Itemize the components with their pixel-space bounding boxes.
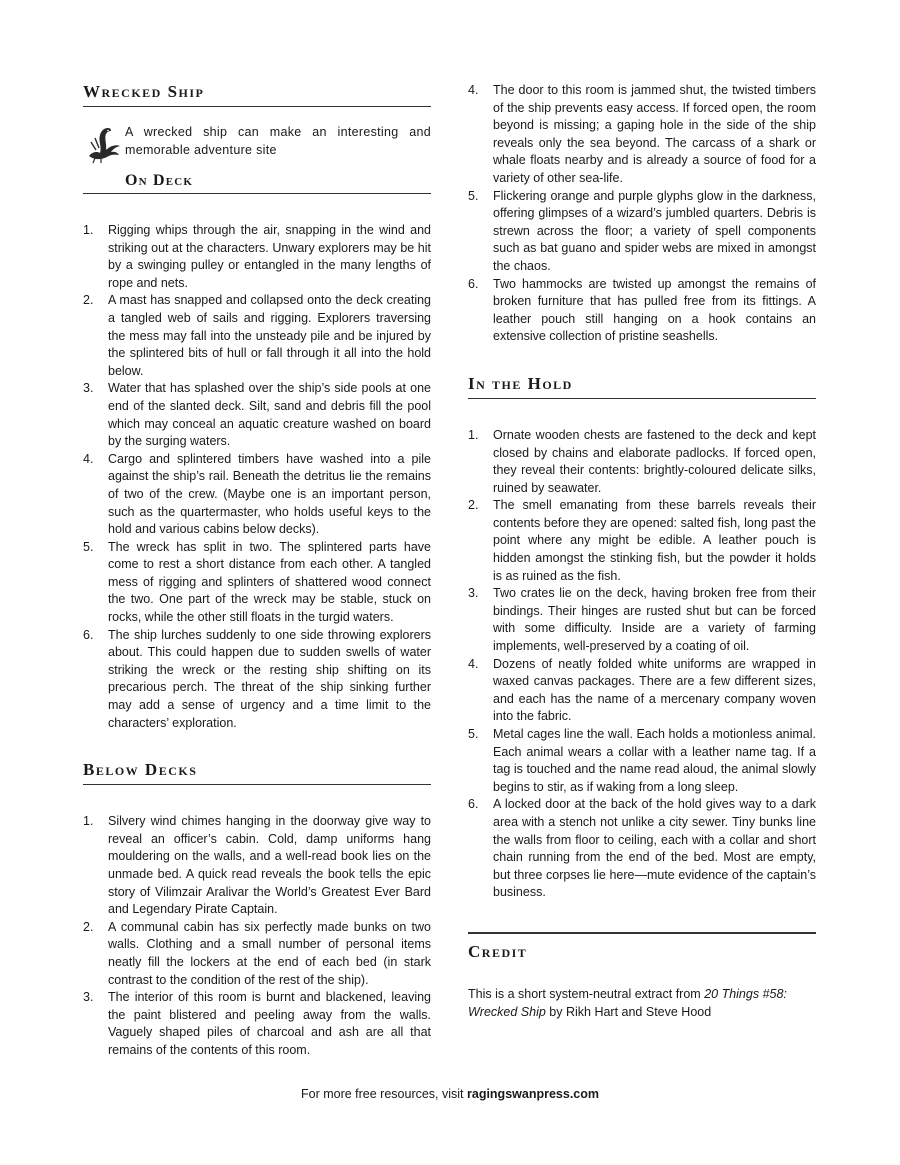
section-heading-below-decks: Below Decks (83, 760, 431, 785)
list-item: 3. The interior of this room is burnt and blackened, leaving the paint blistered and peeling away from the walls. Vaguely shaped piles of charcoal and ash are all that remains of the contents of this room. (83, 990, 431, 1057)
list-item: 1. Ornate wooden chests are fastened to the deck and kept closed by chains and elaborate padlocks. If forced open, they reveal their contents: brightly-coloured delicate silks, ruined by seawater. (468, 427, 816, 495)
intro-block (83, 124, 431, 164)
list-item: 1. Silvery wind chimes hanging in the doorway give way to reveal an officer’s cabin. Cold, damp uniforms hang mouldering on the walls, and a well-read book lies on the unmade bed. A quick read reveals the book tells the epic story of Vilimzair Aralivar the World’s Greatest Ever Bard and Legendary Pirate Captain. (83, 814, 431, 917)
list-item: 2. A mast has snapped and collapsed onto the deck creating a tangled web of sails and rigging. Explorers traversing the mess may fall into the unsteady pile and be injured by the splintered bits of hull or fall through it all into the hold below. (83, 293, 431, 378)
in-the-hold-list (468, 427, 816, 902)
list-item: 6. A locked door at the back of the hold gives way to a dark area with a stench not unlike a city sewer. Tiny bunks line the walls from floor to ceiling, each with a collar and short chain running from the end of the bed. Most are empty, but three corpses lie here—mute evidence of the captain’s business. (468, 797, 816, 900)
credit-text: This is a short system-neutral extract from 20 Things #58: Wrecked Ship by Rikh Hart and Steve Hood (468, 986, 787, 1019)
footer-link[interactable]: ragingswanpress.com (467, 1087, 599, 1101)
list-item: 6. The ship lurches suddenly to one side throwing explorers about. This could happen due to sudden swells of water striking the wreck or the resting ship shifting on its precarious perch. The threat of the ship sinking further may add a sense of urgency and a time limit to the characters’ exploration. (83, 627, 431, 730)
list-item: 4. Cargo and splintered timbers have washed into a pile against the ship’s rail. Beneath the detritus lie the remains of two of the crew. (Maybe one is an important person, such as the quartermaster, who holds useful keys to the hold and various cabins below decks). (83, 451, 431, 537)
intro-text: A wrecked ship can make an interesting and memorable adventure site (125, 125, 431, 157)
below-decks-list-part1 (83, 813, 431, 1059)
below-decks-list-part2 (468, 82, 816, 346)
footer: For more free resources, visit ragingswanpress.com (300, 1087, 599, 1101)
credit-divider (468, 932, 816, 934)
list-item: 4. The door to this room is jammed shut, the twisted timbers of the ship prevents easy access. If forced open, the room beyond is missing; a gaping hole in the side of the ship reveals only the sea beyond. The carcass of a shark or whale floats nearby and is already a source of food for a variety of other sea-life. (468, 83, 816, 185)
section-heading-on-deck: On Deck (83, 172, 431, 194)
right-column (468, 82, 816, 1021)
list-item: 3. Two crates lie on the deck, having broken free from their bindings. Their hinges are rusted shut but can be forced with some difficulty. Inside are a variety of farming implements, well-preserved by a coating of oil. (468, 586, 816, 654)
list-item: 1. Rigging whips through the air, snapping in the wind and striking out at the characters. Unwary explorers may be hit by a swinging pulley or entangled in the many lengths of rope and nets. (83, 223, 431, 290)
list-item: 6. Two hammocks are twisted up amongst the remains of broken furniture that has pulled free from its fittings. A leather pouch still hanging on a hook contains an extensive collection of pristine seashells. (468, 276, 816, 344)
swan-icon (83, 122, 125, 164)
on-deck-list (83, 222, 431, 732)
list-item: 4. Dozens of neatly folded white uniforms are wrapped in waxed canvas packages. There are a few different sizes, and each has the name of a mercenary company woven into the fabric. (468, 656, 816, 724)
left-column (83, 82, 431, 1060)
section-heading-credit: Credit (468, 941, 528, 961)
list-item: 3. Water that has splashed over the ship’s side pools at one end of the slanted deck. Silt, sand and debris fill the pool which may conceal an aquatic creature washed on board by the surging waters. (83, 381, 431, 449)
list-item: 2. A communal cabin has six perfectly made bunks on two walls. Clothing and a small number of personal items neatly fill the lockers at the end of each bed (in stark contrast to the condition of the rest of the ship). (83, 919, 431, 987)
list-item: 2. The smell emanating from these barrels reveals their contents before they are opened: salted fish, long past the point where any might be edible. A leather pouch is hidden amongst the stinking fish, but the powder it holds is as ruined as the fish. (468, 498, 816, 583)
list-item: 5. The wreck has split in two. The splintered parts have come to rest a short distance from each other. A tangled mess of rigging and splinters of shattered wood connect the two. One part of the wreck may be stable, stuck on rocks, while the other still floats in the turgid waters. (83, 539, 431, 625)
page-title: Wrecked Ship (83, 82, 431, 107)
list-item: 5. Flickering orange and purple glyphs glow in the darkness, offering glimpses of a wizard’s jumbled quarters. Debris is strewn across the floor; a variety of spell components such as bat guano and spider webs are mixed in amongst the chaos. (468, 188, 816, 273)
credit-work-title: 20 Things #58: Wrecked Ship (468, 986, 787, 1019)
section-heading-in-the-hold: In the Hold (468, 374, 816, 399)
list-item: 5. Metal cages line the wall. Each holds a motionless animal. Each animal wears a collar with a leather name tag. If a tag is touched and the name read aloud, the animal slowly begins to stir, as if waking from a long sleep. (468, 727, 816, 794)
